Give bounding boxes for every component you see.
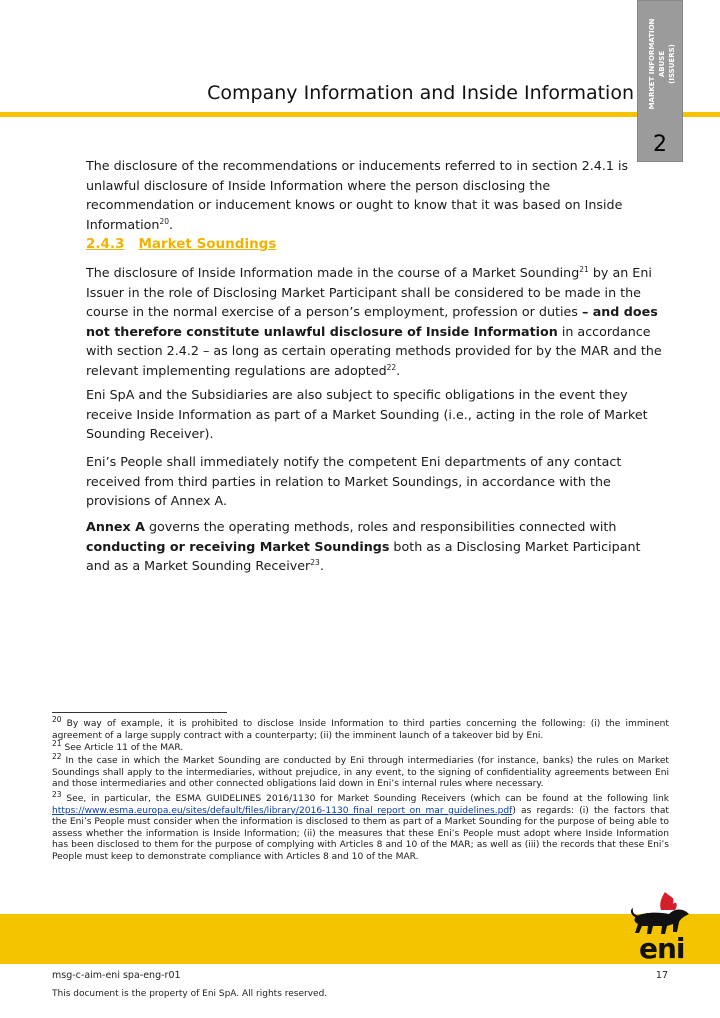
notify-paragraph: Eni’s People shall immediately notify the competent Eni departments of any contact received from third parties in relation to Market Soundings, in accordance with the provisions of Annex A. <box>86 454 622 508</box>
footnote-22-number: 22 <box>52 751 62 761</box>
para1-text-b: by an Eni Issuer in the role of Disclosing Market Participant shall be considered to be made in the course in the normal exercise of a person’s employment, profession or duties <box>86 265 652 319</box>
footnote-23-text-a: See, in particular, the ESMA GUIDELINES 2016/1130 for Market Sounding Receivers (which can be found at the following link <box>61 794 669 804</box>
footnote-23-text-b: ) as regards: (i) the factors that the Eni’s People must consider when the information is disclosed to them as part of a Market Sounding for the purpose of being able to assess whether the information is Inside Information; (ii) the measures that these Eni’s People must adopt where Inside Information has been disclosed to them for the purpose of complying with Articles 8 and 10 of the MAR; as well as (iii) the records that these Eni’s People must keep to demonstrate compliance with Articles 8 and 10 of the MAR. <box>52 805 669 862</box>
footnote-22-text: In the case in which the Market Sounding are conducted by Eni through intermediaries (for instance, banks) the rules on Market Soundings shall apply to the intermediaries, without prejudice, in any event, to the signing of confidentiality agreements between Eni and those intermediaries and other connected obligations laid down in Eni’s internal rules where necessary. <box>52 756 669 790</box>
footnote-separator <box>52 712 227 713</box>
footnote-20 <box>52 714 669 742</box>
page-title: Company Information and Inside Information <box>207 82 634 104</box>
para4-end: . <box>319 558 324 573</box>
footnote-20-text: By way of example, it is prohibited to disclose Inside Information to third parties concerning the following: (i) the imminent agreement of a large supply contract with a counterparty; (ii) the imminent launch of a takeover bid by Eni. <box>52 719 669 741</box>
para4-bold: conducting or receiving Market Soundings <box>86 538 390 554</box>
footnote-ref-20[interactable]: 20 <box>159 216 169 226</box>
intro-paragraph <box>86 156 662 234</box>
footnote-23 <box>52 789 669 864</box>
eni-obligations-paragraph: Eni SpA and the Subsidiaries are also subject to specific obligations in the event they receive Inside Information as part of a Market Sounding (i.e., acting in the role of Market Sounding Receiver). <box>86 387 648 441</box>
annex-paragraph <box>86 517 662 576</box>
market-sounding-paragraph <box>86 263 662 380</box>
footnote-21-text: See Article 11 of the MAR. <box>61 743 184 753</box>
para1-text-c: in accordance with section 2.4.2 – as long as certain operating methods provided for by the MAR and the relevant implementing regulations are adopted <box>86 323 662 378</box>
footnote-20-number: 20 <box>52 714 62 724</box>
para4-text-b: both as a Disclosing Market Participant and as a Market Sounding Receiver <box>86 538 641 573</box>
page-number: 17 <box>655 970 668 981</box>
footer-yellow-band <box>0 914 720 964</box>
annex-link-text: Annex A <box>86 519 145 534</box>
section-heading <box>86 236 276 252</box>
intro-end: . <box>169 216 174 232</box>
header-yellow-rule <box>0 112 720 117</box>
para1-end: . <box>396 362 401 378</box>
para4-text-a: governs the operating methods, roles and responsibilities connected with <box>144 519 617 534</box>
chapter-tab-label <box>647 9 677 119</box>
footnote-21 <box>52 738 669 755</box>
chapter-tab-label-line1: MARKET INFORMATION ABUSE <box>648 18 666 110</box>
footnote-23-number: 23 <box>52 789 62 799</box>
footnote-ref-22[interactable]: 22 <box>386 362 397 372</box>
section-number: 2.4.3 <box>86 236 125 252</box>
footnote-21-number: 21 <box>52 738 62 748</box>
chapter-side-tab <box>637 0 683 162</box>
chapter-tab-label-line2: (ISSUERS) <box>668 44 676 84</box>
chapter-number: 2 <box>653 132 667 157</box>
para1-text-a: The disclosure of Inside Information made in the course of a Market Sounding <box>86 265 580 280</box>
intro-text: The disclosure of the recommendations or inducements referred to in section 2.4.1 is unlawful disclosure of Inside Information where the person disclosing the recommendation or inducement knows or ought to know that it was based on Inside Information <box>86 158 629 232</box>
eni-wordmark: eni <box>639 932 685 965</box>
document-code: msg-c-aim-eni spa-eng-r01 <box>52 970 181 981</box>
footnote-22 <box>52 751 669 791</box>
para1-bold: – and does not therefore constitute unlawful disclosure of Inside Information <box>86 304 658 339</box>
footnote-ref-21[interactable]: 21 <box>579 264 589 274</box>
footnote-ref-23[interactable]: 23 <box>310 557 320 567</box>
section-title: Market Soundings <box>138 236 277 252</box>
property-notice: This document is the property of Eni SpA. All rights reserved. <box>52 989 328 999</box>
eni-logo <box>615 886 710 965</box>
esma-guidelines-link[interactable]: https://www.esma.europa.eu/sites/default/files/library/2016-1130_final_report_on_mar_guidelines.pdf <box>52 805 513 816</box>
